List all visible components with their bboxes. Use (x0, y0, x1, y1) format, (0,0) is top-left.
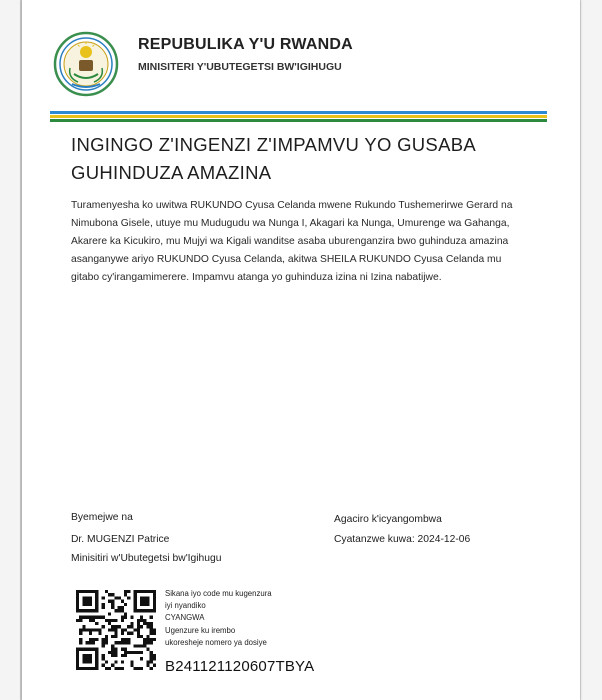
instruction-line: ukoresheje nomero ya dosiye (165, 637, 267, 647)
title-line-2: GUHINDUZA AMAZINA (71, 162, 272, 183)
instruction-line: CYANGWA (165, 613, 205, 623)
body-line: Nimubona Gisele, utuye mu Mudugudu wa Nunga I, Akagari ka Nunga, Umurenge wa Gahanga, (71, 218, 510, 229)
instruction-line: iyi nyandiko (165, 601, 206, 611)
instruction-line: Sikana iyo code mu kugenzura (165, 589, 272, 598)
flag-stripes (50, 111, 547, 123)
approved-by-label: Byemejwe na (71, 512, 133, 523)
document-title (71, 131, 541, 187)
issue-date: Cyatanzwe kuwa: 2024-12-06 (334, 534, 471, 545)
body-line: Akarere ka Kicukiro, mu Mujyi wa Kigali wanditse asaba uburenganzira bwo guhinduza amazina (71, 236, 509, 247)
stripe-blue (50, 111, 547, 114)
document-body (71, 197, 543, 287)
republic-title: REPUBULIKA Y'U RWANDA (138, 36, 353, 53)
body-line: Turamenyesha ko uwitwa RUKUNDO Cyusa Celanda mwene Rukundo Tushemerirwe Gerard na (71, 200, 513, 211)
ministry-title: MINISITERI Y'UBUTEGETSI BW'IGIHUGU (138, 61, 342, 73)
body-line: asanganywe ariyo RUKUNDO Cyusa Celanda, akitwa SHEILA RUKUNDO Cyusa Celanda mu (71, 254, 502, 265)
validity-label: Agaciro k'icyangombwa (334, 514, 442, 525)
page-edge-line-right (580, 0, 581, 700)
rwanda-seal-icon (52, 30, 120, 98)
stripe-yellow (50, 115, 547, 118)
file-number: B241121120607TBYA (165, 658, 315, 675)
instruction-line: Ugenzure ku irembo (165, 625, 236, 635)
signer-name: Dr. MUGENZI Patrice (71, 534, 170, 545)
signer-title: Minisitiri w'Ubutegetsi bw'Igihugu (71, 553, 222, 564)
verification-instructions (165, 588, 272, 649)
title-line-1: INGINGO Z'INGENZI Z'IMPAMVU YO GUSABA (71, 134, 476, 155)
qr-code-icon[interactable] (76, 590, 156, 670)
body-line: gitabo cy'irangamimerere. Impamvu atanga yo guhinduza izina ni Izina nabatijwe. (71, 272, 442, 283)
stripe-green (50, 119, 547, 122)
